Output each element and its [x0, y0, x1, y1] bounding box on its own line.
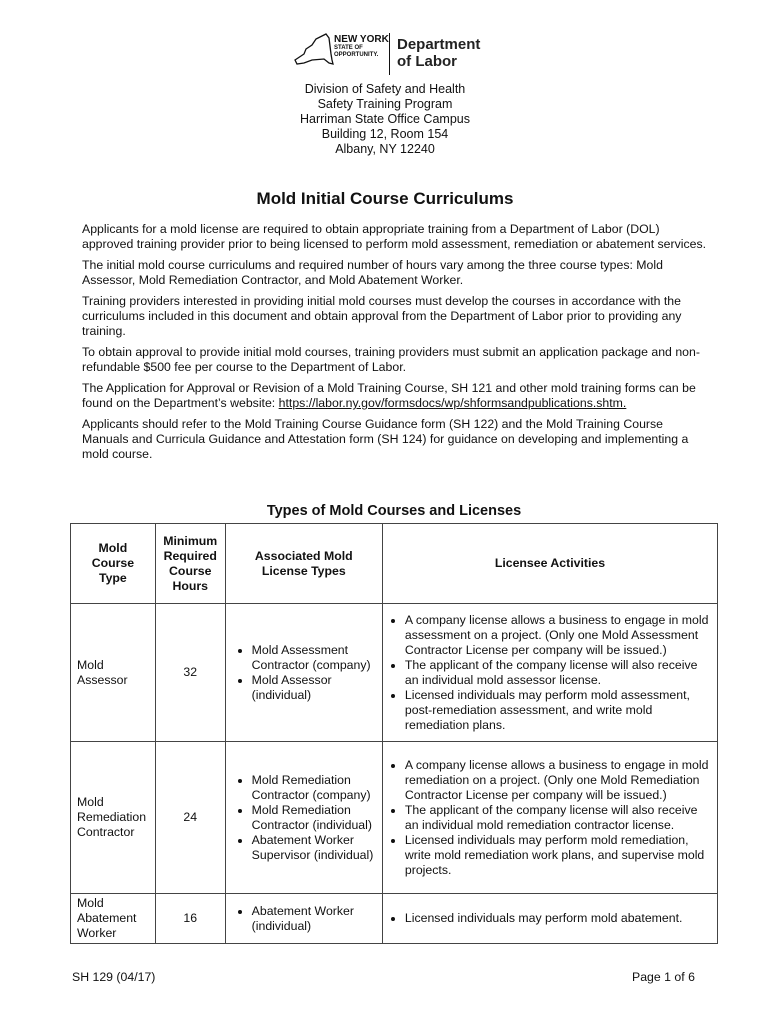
address-line: Division of Safety and Health — [304, 82, 466, 96]
activities-cell — [382, 894, 717, 944]
list-item: • Mold Assessment Contractor (company) — [252, 643, 378, 673]
logo-line-1: NEW YORK — [334, 34, 389, 45]
nys-dol-logo — [292, 30, 492, 80]
activities-cell — [382, 742, 717, 894]
hours-cell: 16 — [155, 894, 225, 944]
paragraph: Training providers interested in providing initial mold courses must develop the courses in accordance with the curriculums included in this document and obtain approval from the Department of Labor prior to providing any training. — [82, 294, 682, 338]
paragraph: The initial mold course curriculums and required number of hours vary among the three course types: Mold Assessor, Mold Remediation Contractor, and Mold Abatement Worker. — [82, 258, 663, 287]
table-header-row — [71, 524, 718, 604]
header-license-types: Associated Mold License Types — [225, 524, 382, 604]
header-course-type: Mold Course Type — [71, 524, 156, 604]
paragraph — [82, 381, 710, 411]
list-item: • The applicant of the company license will also receive an individual mold remediation contractor license. — [405, 803, 711, 833]
activities-cell — [382, 604, 717, 742]
logo-line-2: STATE OF — [334, 44, 363, 51]
table-row — [71, 742, 718, 894]
address-line: Harriman State Office Campus — [300, 112, 470, 126]
list-item: • A company license allows a business to engage in mold remediation on a project. (Only one Mold Remediation Contractor License per company will be issued.) — [405, 758, 711, 803]
license-types-cell — [225, 742, 382, 894]
list-item: • Mold Assessor (individual) — [252, 673, 378, 703]
header-min-hours: Minimum Required Course Hours — [155, 524, 225, 604]
course-type-cell: Mold Remediation Contractor — [71, 742, 156, 894]
logo-dept-line-1: Department — [397, 36, 481, 53]
page-number: Page 1 of 6 — [632, 970, 695, 984]
table-row — [71, 604, 718, 742]
logo-dept-line-2: of Labor — [397, 53, 457, 70]
address-line: Safety Training Program — [317, 97, 453, 111]
license-types-cell — [225, 604, 382, 742]
course-type-cell: Mold Assessor — [71, 604, 156, 742]
intro-text — [82, 222, 710, 468]
list-item: • Licensed individuals may perform mold abatement. — [405, 911, 711, 926]
list-item: • The applicant of the company license will also receive an individual mold assessor license. — [405, 658, 711, 688]
address-line: Albany, NY 12240 — [335, 142, 435, 156]
course-type-cell: Mold Abatement Worker — [71, 894, 156, 944]
list-item: • Abatement Worker (individual) — [252, 904, 378, 934]
address-line: Building 12, Room 154 — [321, 127, 449, 141]
paragraph-text: The Application for Approval or Revision of a Mold Training Course, SH 121 and other mold training forms can be found on the Department’s website: — [82, 381, 696, 410]
list-item: • Licensed individuals may perform mold assessment, post-remediation assessment, and write mold remediation plans. — [405, 688, 711, 733]
hours-cell: 32 — [155, 604, 225, 742]
forms-website-link[interactable]: https://labor.ny.gov/formsdocs/wp/shformsandpublications.shtm. — [278, 396, 627, 410]
logo-divider — [389, 33, 390, 75]
table-row — [71, 894, 718, 944]
list-item: • Abatement Worker Supervisor (individual) — [252, 833, 378, 863]
list-item: • A company license allows a business to engage in mold assessment on a project. (Only one Mold Assessment Contractor License per company will be issued.) — [405, 613, 711, 658]
paragraph: Applicants should refer to the Mold Training Course Guidance form (SH 122) and the Mold Training Course Manuals and Curricula Guidance and Attestation form (SH 124) for guidance on developing and implementing a mold course. — [82, 417, 689, 461]
hours-cell: 24 — [155, 742, 225, 894]
new-york-state-outline-icon — [292, 30, 338, 70]
page-title: Mold Initial Course Curriculums — [256, 189, 514, 208]
logo-state-text — [334, 36, 389, 59]
table-title: Types of Mold Courses and Licenses — [266, 503, 522, 519]
logo-department — [397, 36, 480, 70]
license-types-cell — [225, 894, 382, 944]
list-item: • Mold Remediation Contractor (company) — [252, 773, 378, 803]
paragraph: To obtain approval to provide initial mold courses, training providers must submit an application package and non-refundable $500 fee per course to the Department of Labor. — [82, 345, 700, 374]
paragraph: Applicants for a mold license are required to obtain appropriate training from a Department of Labor (DOL) approved training provider prior to being licensed to perform mold assessment, remediation or abatement services. — [82, 222, 707, 251]
address-block — [0, 82, 770, 157]
list-item: • Licensed individuals may perform mold remediation, write mold remediation work plans, and supervise mold projects. — [405, 833, 711, 878]
logo-line-3: OPPORTUNITY. — [334, 51, 379, 58]
form-id: SH 129 (04/17) — [72, 970, 156, 984]
header-licensee-activities: Licensee Activities — [382, 524, 717, 604]
courses-table — [70, 523, 718, 944]
list-item: • Mold Remediation Contractor (individual) — [252, 803, 378, 833]
